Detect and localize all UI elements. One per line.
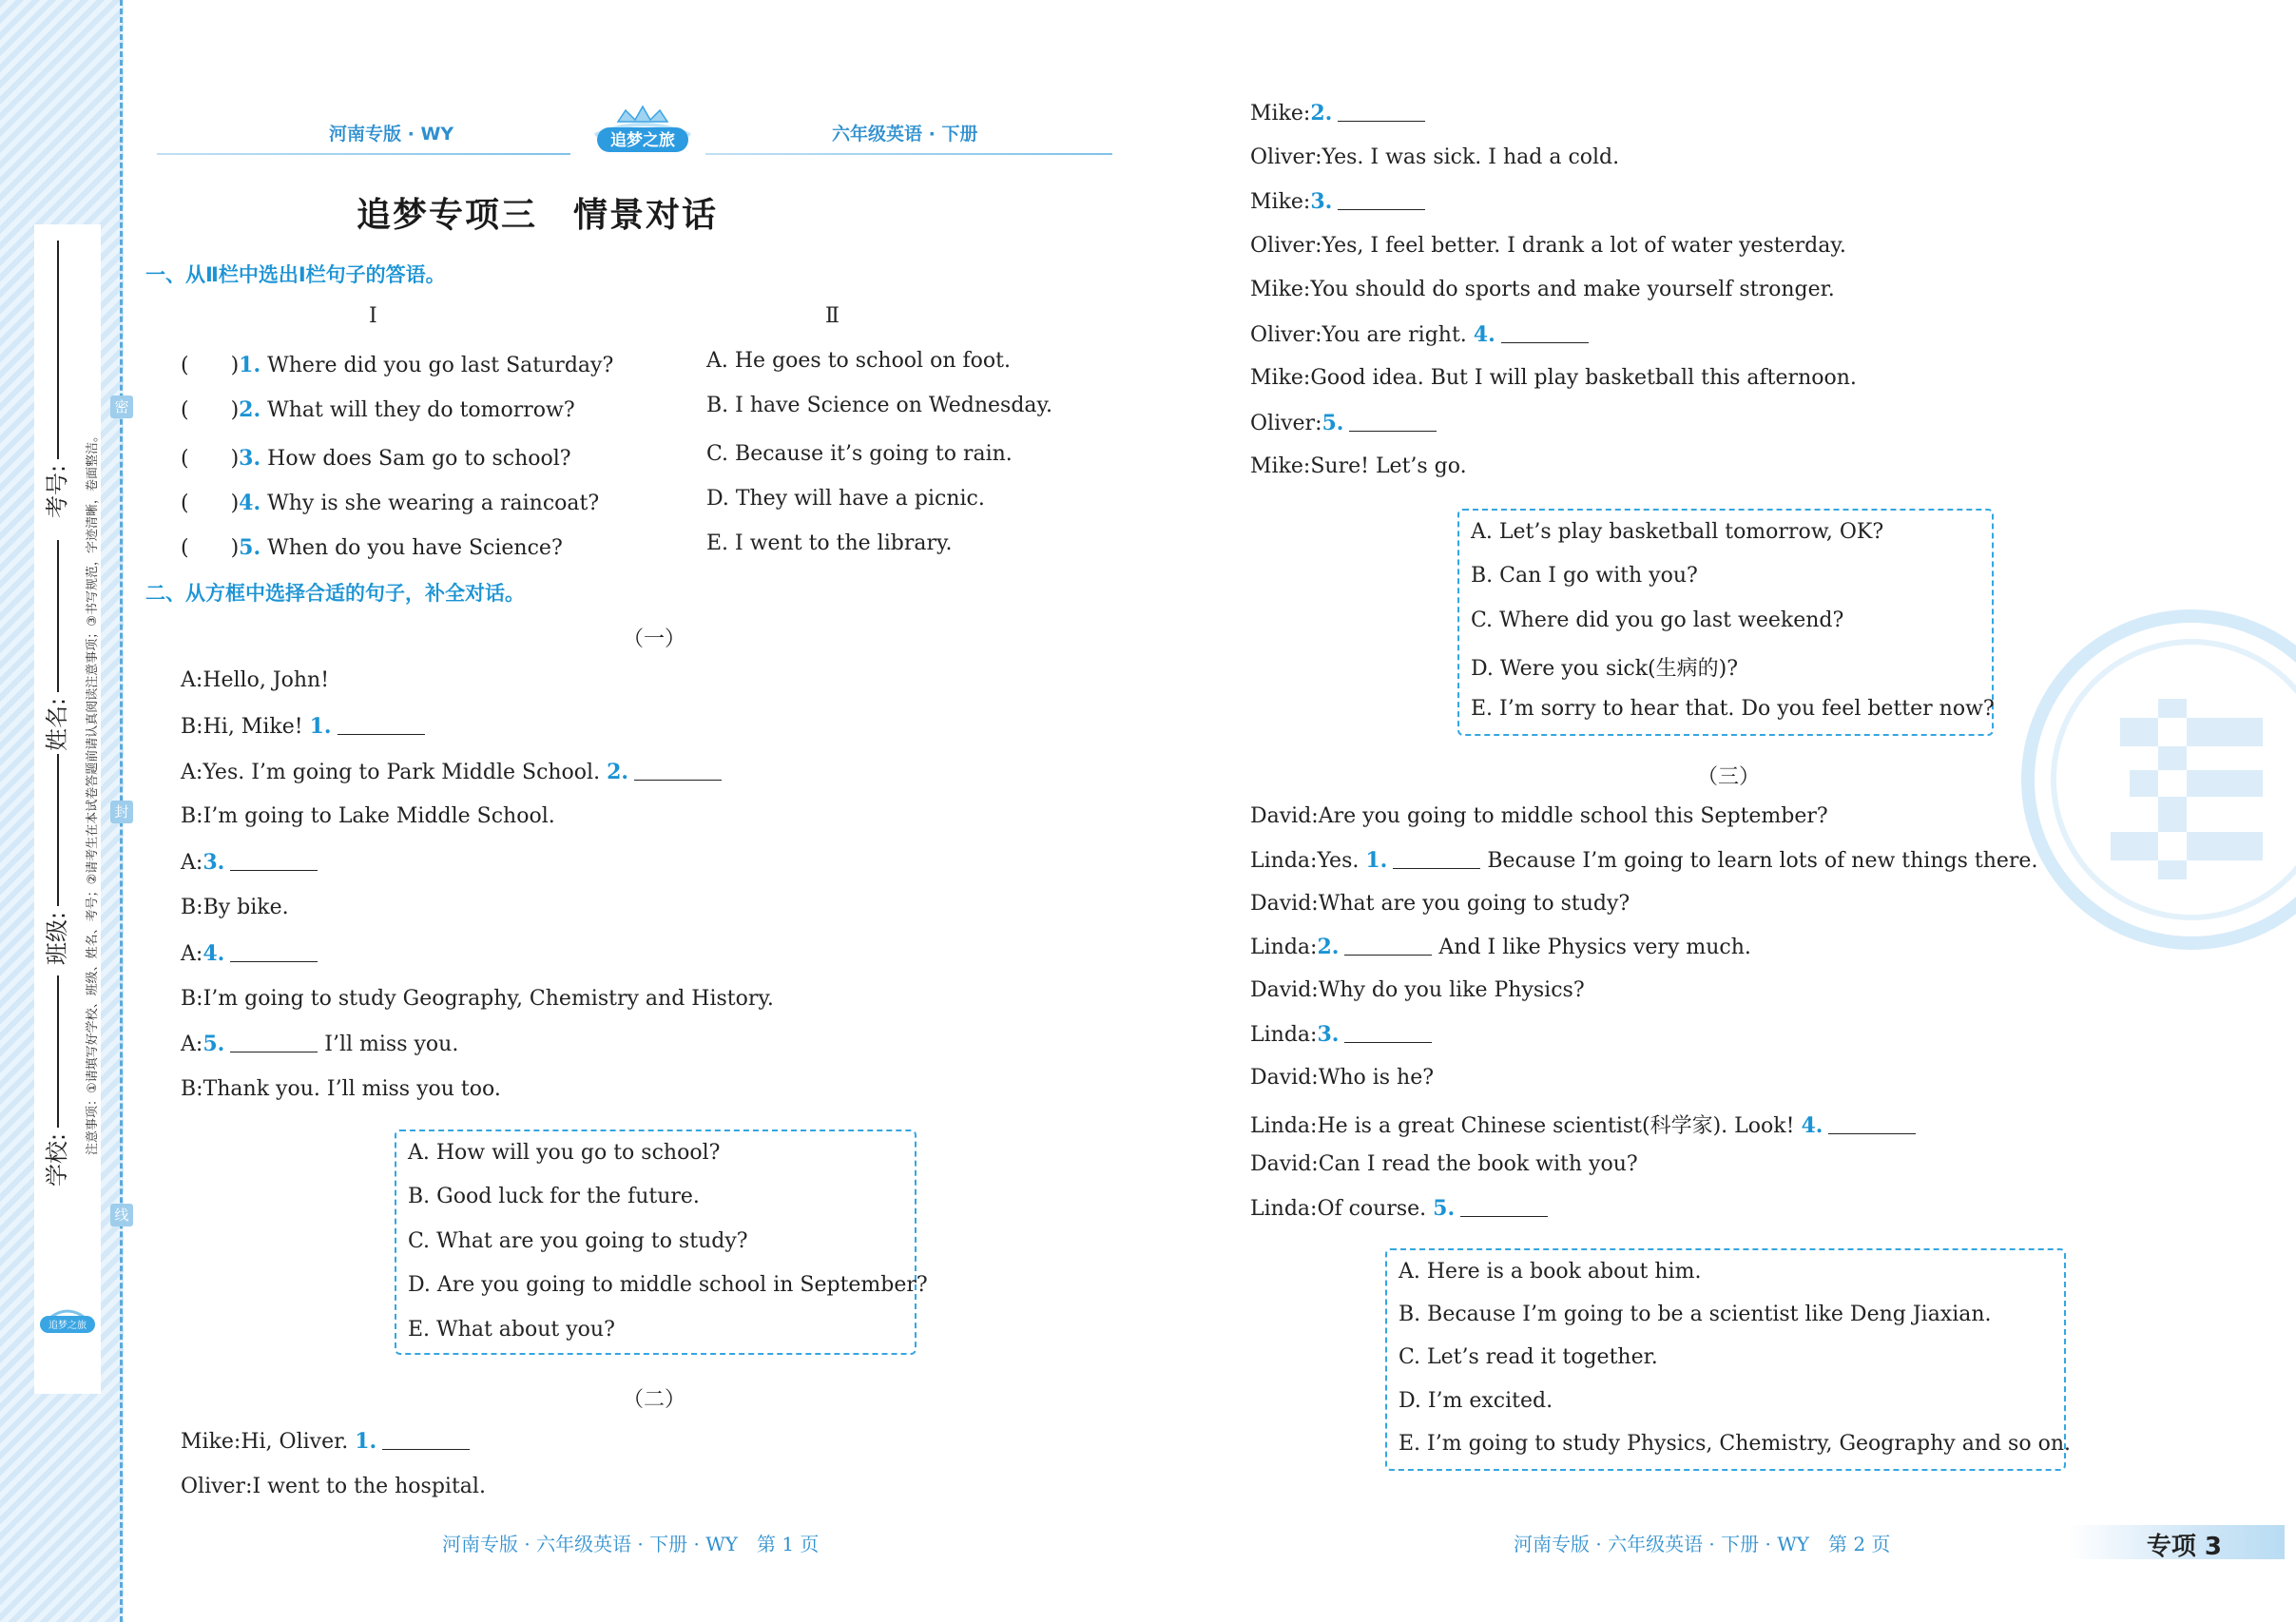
answer-paren[interactable]: ( ): [181, 492, 240, 515]
blank-number: 5.: [1322, 410, 1344, 435]
dialogue-line: [181, 896, 289, 919]
answer-option: D. They will have a picnic.: [706, 487, 985, 511]
class-field[interactable]: [38, 754, 71, 965]
question-number: 1.: [239, 353, 261, 377]
part1-heading: 一、从Ⅱ栏中选出Ⅰ栏句子的答语。: [145, 263, 446, 286]
option-item: E. I’m going to study Physics, Chemistry, Geography and so on.: [1399, 1432, 2071, 1456]
header-rule-left: [157, 153, 570, 155]
option-item: D. I’m excited.: [1399, 1389, 1553, 1413]
speaker-label: Mike:: [1250, 190, 1311, 214]
answer-blank[interactable]: [338, 734, 425, 735]
page-footer-left: 河南专版 · 六年级英语 · 下册 · WY 第 1 页: [442, 1533, 820, 1555]
answer-blank[interactable]: [1501, 342, 1589, 343]
speaker-label: Oliver:: [1250, 411, 1322, 435]
dialogue-line: [181, 668, 329, 692]
line-text: Yes. I was sick. I had a cold.: [1322, 145, 1620, 169]
student-name-label: 姓名:: [44, 697, 70, 751]
line-text: Yes, I feel better. I drank a lot of water yesterday.: [1322, 233, 1846, 258]
section-tab: [2068, 1525, 2285, 1559]
question-text: How does Sam go to school?: [267, 447, 571, 471]
question-row[interactable]: [181, 394, 575, 423]
speaker-label: Linda:: [1250, 1113, 1318, 1138]
dialogue-line: [181, 987, 774, 1011]
speaker-label: B:: [181, 1077, 203, 1102]
blank-number: 1.: [1365, 847, 1388, 873]
dialogue-line[interactable]: [1250, 935, 1751, 959]
speaker-label: Linda:: [1250, 848, 1318, 873]
brand-logo: [589, 103, 696, 162]
speaker-label: A:: [181, 760, 203, 784]
school-label: 学校:: [44, 1132, 70, 1187]
exam-number-field[interactable]: [38, 241, 71, 518]
option-item: C. Where did you go last weekend?: [1471, 608, 1844, 632]
dialogue-three-options-box: [1385, 1248, 2071, 1471]
question-number: 2.: [239, 397, 261, 422]
line-text: Yes. I’m going to Park Middle School.: [203, 760, 608, 784]
dialogue-line: [1250, 145, 1619, 169]
line-text: Hi, Oliver.: [241, 1430, 356, 1454]
class-label: 班级:: [44, 911, 70, 965]
column-two-label: Ⅱ: [825, 304, 839, 328]
line-text: What are you going to study?: [1318, 891, 1630, 916]
option-item: B. Because I’m going to be a scientist like Deng Jiaxian.: [1399, 1303, 1992, 1326]
blank-number: 5.: [203, 1032, 225, 1057]
line-text: By bike.: [203, 896, 289, 919]
seal-mark-feng: 封: [110, 801, 133, 823]
answer-blank[interactable]: [1338, 209, 1425, 210]
dialogue-line: [1250, 234, 1846, 258]
speaker-label: Linda:: [1250, 1023, 1318, 1047]
line-text: Who is he?: [1318, 1065, 1435, 1090]
page-footer-right: 河南专版 · 六年级英语 · 下册 · WY 第 2 页: [1514, 1533, 1891, 1555]
blank-number: 4.: [1473, 321, 1495, 347]
answer-blank[interactable]: [634, 780, 722, 781]
binding-strip: [0, 0, 129, 1622]
answer-blank[interactable]: [1344, 955, 1432, 956]
blank-number: 4.: [1801, 1112, 1823, 1138]
dialogue-line[interactable]: [1250, 848, 2037, 873]
line-text: He is a great Chinese scientist(科学家). Look!: [1317, 1113, 1802, 1138]
answer-blank[interactable]: [1338, 121, 1425, 122]
dialogue-line[interactable]: [1250, 189, 1425, 214]
answer-option: C. Because it’s going to rain.: [706, 442, 1013, 466]
dialogue-line[interactable]: [181, 1429, 470, 1454]
line-text: Hi, Mike!: [203, 714, 310, 739]
dialogue-line[interactable]: [1250, 322, 1589, 347]
blank-number: 2.: [1317, 935, 1340, 960]
part2-heading: 二、从方框中选择合适的句子，补全对话。: [145, 582, 525, 605]
speaker-label: David:: [1250, 891, 1319, 916]
dialogue-line: [181, 1475, 486, 1498]
seal-mark-xian: 线: [110, 1204, 133, 1226]
dialogue-two-options-box: [1457, 509, 1994, 736]
question-text: Where did you go last Saturday?: [267, 354, 614, 377]
answer-blank[interactable]: [382, 1449, 470, 1450]
option-item: D. Are you going to middle school in September?: [408, 1273, 928, 1297]
answer-blank[interactable]: [1349, 431, 1437, 432]
dialogue-line[interactable]: [181, 1032, 458, 1056]
header-rule-right: [705, 153, 1112, 155]
speaker-label: Mike:: [1250, 366, 1311, 390]
school-field[interactable]: [38, 975, 71, 1187]
line-text: Of course.: [1317, 1197, 1434, 1222]
dialogue-one-label: （一）: [623, 628, 686, 651]
speaker-label: Linda:: [1250, 1197, 1318, 1222]
speaker-label: B:: [181, 896, 203, 919]
answer-blank[interactable]: [230, 961, 318, 962]
dialogue-line[interactable]: [181, 760, 722, 784]
question-text: What will they do tomorrow?: [267, 398, 575, 422]
speaker-label: Oliver:: [1250, 145, 1322, 169]
question-row[interactable]: [181, 531, 563, 561]
dialogue-line[interactable]: [1250, 411, 1437, 435]
option-item: D. Were you sick(生病的)?: [1471, 657, 1738, 681]
blank-number: 1.: [309, 713, 332, 739]
column-one-label: Ⅰ: [369, 304, 377, 328]
section-tab-label: 专项 3: [2146, 1533, 2222, 1561]
exam-notes: 注意事项：①请填写好学校、班级、姓名、考号；②请考生在本试卷答题前请认真阅读注意事项；③书写规范，字迹清晰，卷面整洁。: [86, 430, 100, 1155]
answer-blank[interactable]: [1828, 1133, 1916, 1134]
speaker-label: David:: [1250, 978, 1319, 1003]
line-text: Because I’m going to learn lots of new things there.: [1480, 848, 2038, 873]
line-text: Hello, John!: [203, 668, 330, 692]
line-text: I went to the hospital.: [252, 1474, 486, 1498]
dialogue-line[interactable]: [181, 850, 318, 875]
speaker-label: Linda:: [1250, 936, 1318, 960]
dialogue-line: [181, 1077, 501, 1101]
line-text: Sure! Let’s go.: [1310, 454, 1467, 478]
speaker-label: Mike:: [1250, 102, 1311, 126]
answer-paren[interactable]: ( ): [181, 398, 240, 422]
line-text: And I like Physics very much.: [1432, 936, 1751, 960]
blank-number: 2.: [607, 759, 629, 784]
dialogue-two-label: （二）: [623, 1388, 686, 1412]
dialogue-line: [181, 804, 555, 828]
answer-paren[interactable]: ( ): [181, 536, 240, 560]
option-item: B. Good luck for the future.: [408, 1185, 700, 1208]
line-text: Thank you. I’ll miss you too.: [203, 1077, 501, 1102]
speaker-label: Oliver:: [181, 1474, 253, 1498]
seal-watermark: [2016, 604, 2296, 956]
edition-tag: 河南专版 · WY: [329, 124, 454, 145]
option-item: A. How will you go to school?: [408, 1141, 721, 1165]
speaker-label: A:: [181, 941, 203, 966]
answer-blank[interactable]: [1460, 1216, 1548, 1217]
exam-number-label: 考号:: [44, 464, 70, 518]
option-item: C. What are you going to study?: [408, 1229, 748, 1253]
dialogue-three-label: （三）: [1697, 765, 1761, 789]
brand-logo-small: [36, 1295, 99, 1344]
line-text: Can I read the book with you?: [1318, 1152, 1638, 1177]
line-text: I’m going to study Geography, Chemistry and History.: [203, 986, 774, 1011]
dialogue-line[interactable]: [181, 941, 318, 966]
speaker-label: B:: [181, 804, 203, 829]
option-item: A. Let’s play basketball tomorrow, OK?: [1471, 520, 1884, 544]
dialogue-line: [1250, 1066, 1434, 1090]
speaker-label: David:: [1250, 1152, 1319, 1177]
dialogue-line[interactable]: [1250, 101, 1425, 126]
svg-text:追梦之旅: 追梦之旅: [48, 1321, 87, 1331]
line-text: You should do sports and make yourself stronger.: [1310, 278, 1835, 301]
speaker-label: Mike:: [1250, 278, 1311, 301]
question-text: Why is she wearing a raincoat?: [267, 492, 600, 515]
dialogue-line: [1250, 278, 1835, 301]
answer-blank[interactable]: [230, 870, 318, 871]
dialogue-line[interactable]: [1250, 1022, 1432, 1047]
line-text: Why do you like Physics?: [1318, 978, 1585, 1003]
option-item: E. I’m sorry to hear that. Do you feel better now?: [1471, 697, 1995, 721]
grade-subject-tag: 六年级英语 · 下册: [832, 124, 978, 145]
speaker-label: A:: [181, 851, 203, 876]
blank-number: 3.: [203, 850, 225, 876]
speaker-label: Mike:: [1250, 454, 1311, 478]
speaker-label: David:: [1250, 1065, 1319, 1090]
question-text: When do you have Science?: [267, 536, 563, 560]
speaker-label: B:: [181, 986, 203, 1011]
question-row[interactable]: [181, 349, 613, 378]
line-text: I’ll miss you.: [318, 1033, 459, 1057]
question-number: 5.: [239, 535, 261, 560]
student-name-field[interactable]: [38, 540, 71, 751]
answer-blank[interactable]: [1344, 1042, 1432, 1043]
option-item: C. Let’s read it together.: [1399, 1345, 1658, 1369]
answer-option: E. I went to the library.: [706, 531, 953, 555]
speaker-label: Mike:: [181, 1430, 241, 1454]
dialogue-line: [1250, 366, 1857, 390]
speaker-label: David:: [1250, 804, 1319, 828]
line-text: Are you going to middle school this September?: [1318, 804, 1828, 828]
dialogue-line: [1250, 1152, 1638, 1176]
blank-number: 3.: [1310, 189, 1333, 214]
seal-mark-mi: 密: [110, 396, 133, 418]
line-text: Good idea. But I will play basketball this afternoon.: [1310, 366, 1857, 390]
answer-paren[interactable]: ( ): [181, 447, 240, 471]
line-text: Yes.: [1317, 848, 1366, 873]
blank-number: 4.: [203, 940, 225, 966]
speaker-label: Oliver:: [1250, 322, 1322, 347]
blank-number: 2.: [1310, 101, 1333, 126]
speaker-label: A:: [181, 1033, 203, 1057]
answer-option: B. I have Science on Wednesday.: [706, 394, 1053, 417]
dialogue-line[interactable]: [181, 714, 425, 739]
answer-option: A. He goes to school on foot.: [706, 349, 1011, 373]
answer-blank[interactable]: [1393, 868, 1480, 869]
line-text: You are right.: [1322, 322, 1474, 347]
svg-text:追梦之旅: 追梦之旅: [610, 131, 675, 150]
page-title: 追梦专项三 情景对话: [356, 196, 718, 235]
question-number: 4.: [239, 491, 261, 515]
blank-number: 3.: [1317, 1022, 1340, 1047]
dialogue-one-options-box: [395, 1130, 928, 1355]
option-item: B. Can I go with you?: [1471, 564, 1698, 588]
dialogue-line: [1250, 892, 1630, 916]
question-number: 3.: [239, 446, 261, 471]
dialogue-line: [1250, 978, 1585, 1002]
speaker-label: A:: [181, 668, 203, 692]
dialogue-line[interactable]: [1250, 1110, 1916, 1139]
question-row[interactable]: [181, 487, 599, 516]
option-item: E. What about you?: [408, 1318, 615, 1342]
dialogue-line: [1250, 804, 1828, 828]
option-item: A. Here is a book about him.: [1399, 1260, 1702, 1284]
blank-number: 5.: [1433, 1196, 1456, 1222]
speaker-label: Oliver:: [1250, 233, 1322, 258]
line-text: I’m going to Lake Middle School.: [203, 804, 555, 829]
dialogue-line[interactable]: [1250, 1196, 1548, 1221]
dialogue-line: [1250, 454, 1467, 478]
answer-paren[interactable]: ( ): [181, 354, 240, 377]
blank-number: 1.: [355, 1429, 377, 1454]
speaker-label: B:: [181, 714, 203, 739]
question-row[interactable]: [181, 442, 571, 472]
